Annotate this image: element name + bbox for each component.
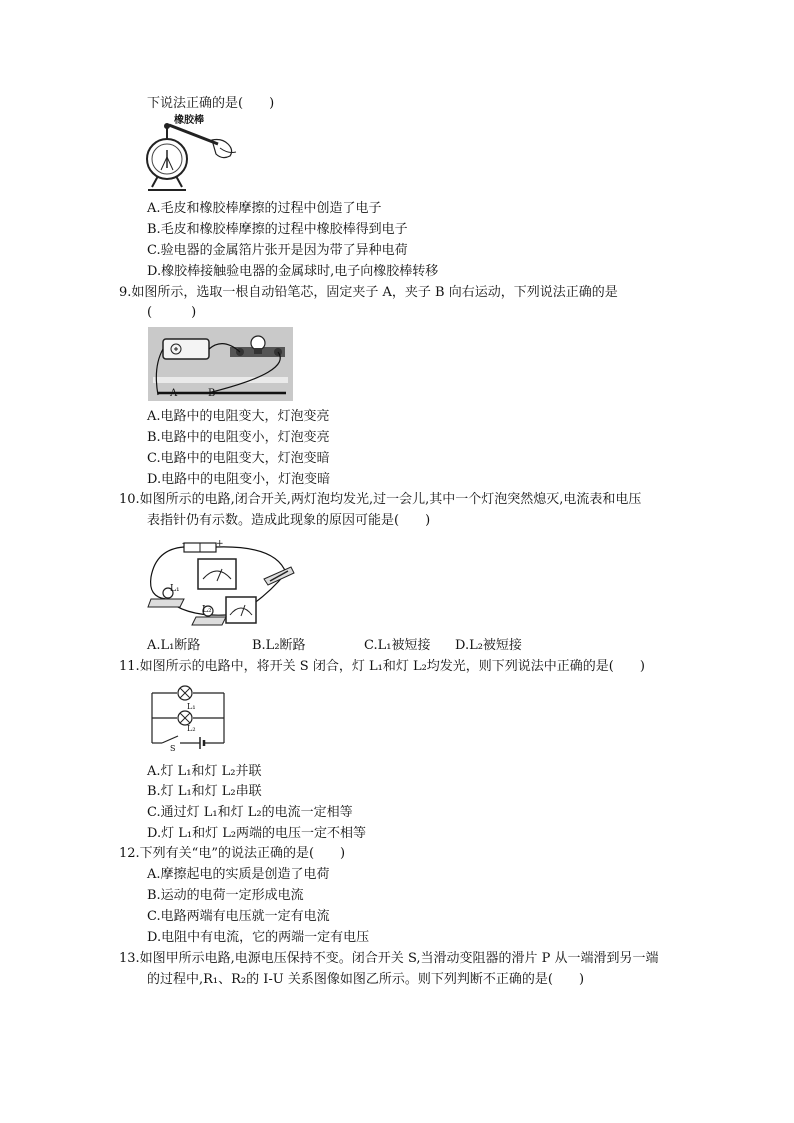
battery-minus-label: -	[182, 539, 186, 549]
q8-option-b: B.毛皮和橡胶棒摩擦的过程中橡胶棒得到电子	[147, 222, 408, 237]
q12-stem: 12.下列有关“电”的说法正确的是( )	[119, 846, 346, 861]
q10-option-b: B.L₂断路	[252, 638, 306, 653]
q9-option-b: B.电路中的电阻变小，灯泡变亮	[147, 430, 330, 445]
q9-option-c: C.电路中的电阻变大，灯泡变暗	[147, 451, 330, 466]
q11-option-b: B.灯 L₁和灯 L₂串联	[147, 784, 262, 799]
q9-stem: 9.如图所示，选取一根自动铅笔芯，固定夹子 A，夹子 B 向右运动，下列说法正确的是	[119, 285, 618, 300]
clip-b-label: B	[208, 388, 216, 399]
q11-stem: 11.如图所示的电路中，将开关 S 闭合，灯 L₁和灯 L₂均发光，则下列说法中正确的是( )	[119, 659, 645, 674]
q9-option-a: A.电路中的电阻变大，灯泡变亮	[147, 409, 330, 424]
q11-option-d: D.灯 L₁和灯 L₂两端的电压一定不相等	[147, 826, 367, 841]
q13-stem-line2: 的过程中,R₁、R₂的 I-U 关系图像如图乙所示。则下列判断不正确的是( )	[147, 972, 585, 987]
q13-stem-line1: 13.如图甲所示电路,电源电压保持不变。闭合开关 S,当滑动变阻器的滑片 P 从一端滑到另一端	[119, 951, 659, 966]
q11-switch-s-label: S	[170, 744, 176, 753]
q10-lamp-l2-label: L₂	[202, 605, 212, 615]
q10-stem-line2: 表指针仍有示数。造成此现象的原因可能是( )	[147, 513, 431, 528]
q8-stem-tail: 下说法正确的是( )	[147, 96, 275, 111]
q11-lamp-l2-label: L₂	[187, 724, 196, 733]
q12-option-c: C.电路两端有电压就一定有电流	[147, 909, 330, 924]
q12-option-a: A.摩擦起电的实质是创造了电荷	[147, 867, 330, 882]
q10-stem-line1: 10.如图所示的电路,闭合开关,两灯泡均发光,过一会儿,其中一个灯泡突然熄灭,电流表和电压	[119, 492, 642, 507]
clip-a-label: A	[170, 388, 178, 399]
battery-plus-label: +	[216, 539, 224, 549]
q10-option-a: A.L₁断路	[147, 638, 201, 653]
q8-option-c: C.验电器的金属箔片张开是因为带了异种电荷	[147, 243, 408, 258]
q10-option-c: C.L₁被短接	[364, 638, 431, 653]
q8-option-d: D.橡胶棒接触验电器的金属球时,电子向橡胶棒转移	[147, 264, 439, 279]
q11-option-a: A.灯 L₁和灯 L₂并联	[147, 764, 262, 779]
q10-option-d: D.L₂被短接	[455, 638, 522, 653]
rubber-rod-label: 橡胶棒	[174, 115, 204, 126]
q12-option-d: D.电阻中有电流，它的两端一定有电压	[147, 930, 370, 945]
q9-option-d: D.电路中的电阻变小，灯泡变暗	[147, 472, 331, 487]
q8-option-a: A.毛皮和橡胶棒摩擦的过程中创造了电子	[147, 201, 382, 216]
parallel-lamps-circuit-figure	[146, 685, 230, 753]
q12-option-b: B.运动的电荷一定形成电流	[147, 888, 304, 903]
q10-lamp-l1-label: L₁	[170, 584, 180, 594]
q11-lamp-l1-label: L₁	[187, 702, 196, 711]
q11-option-c: C.通过灯 L₁和灯 L₂的电流一定相等	[147, 805, 353, 820]
q9-paren: ( )	[147, 305, 197, 320]
